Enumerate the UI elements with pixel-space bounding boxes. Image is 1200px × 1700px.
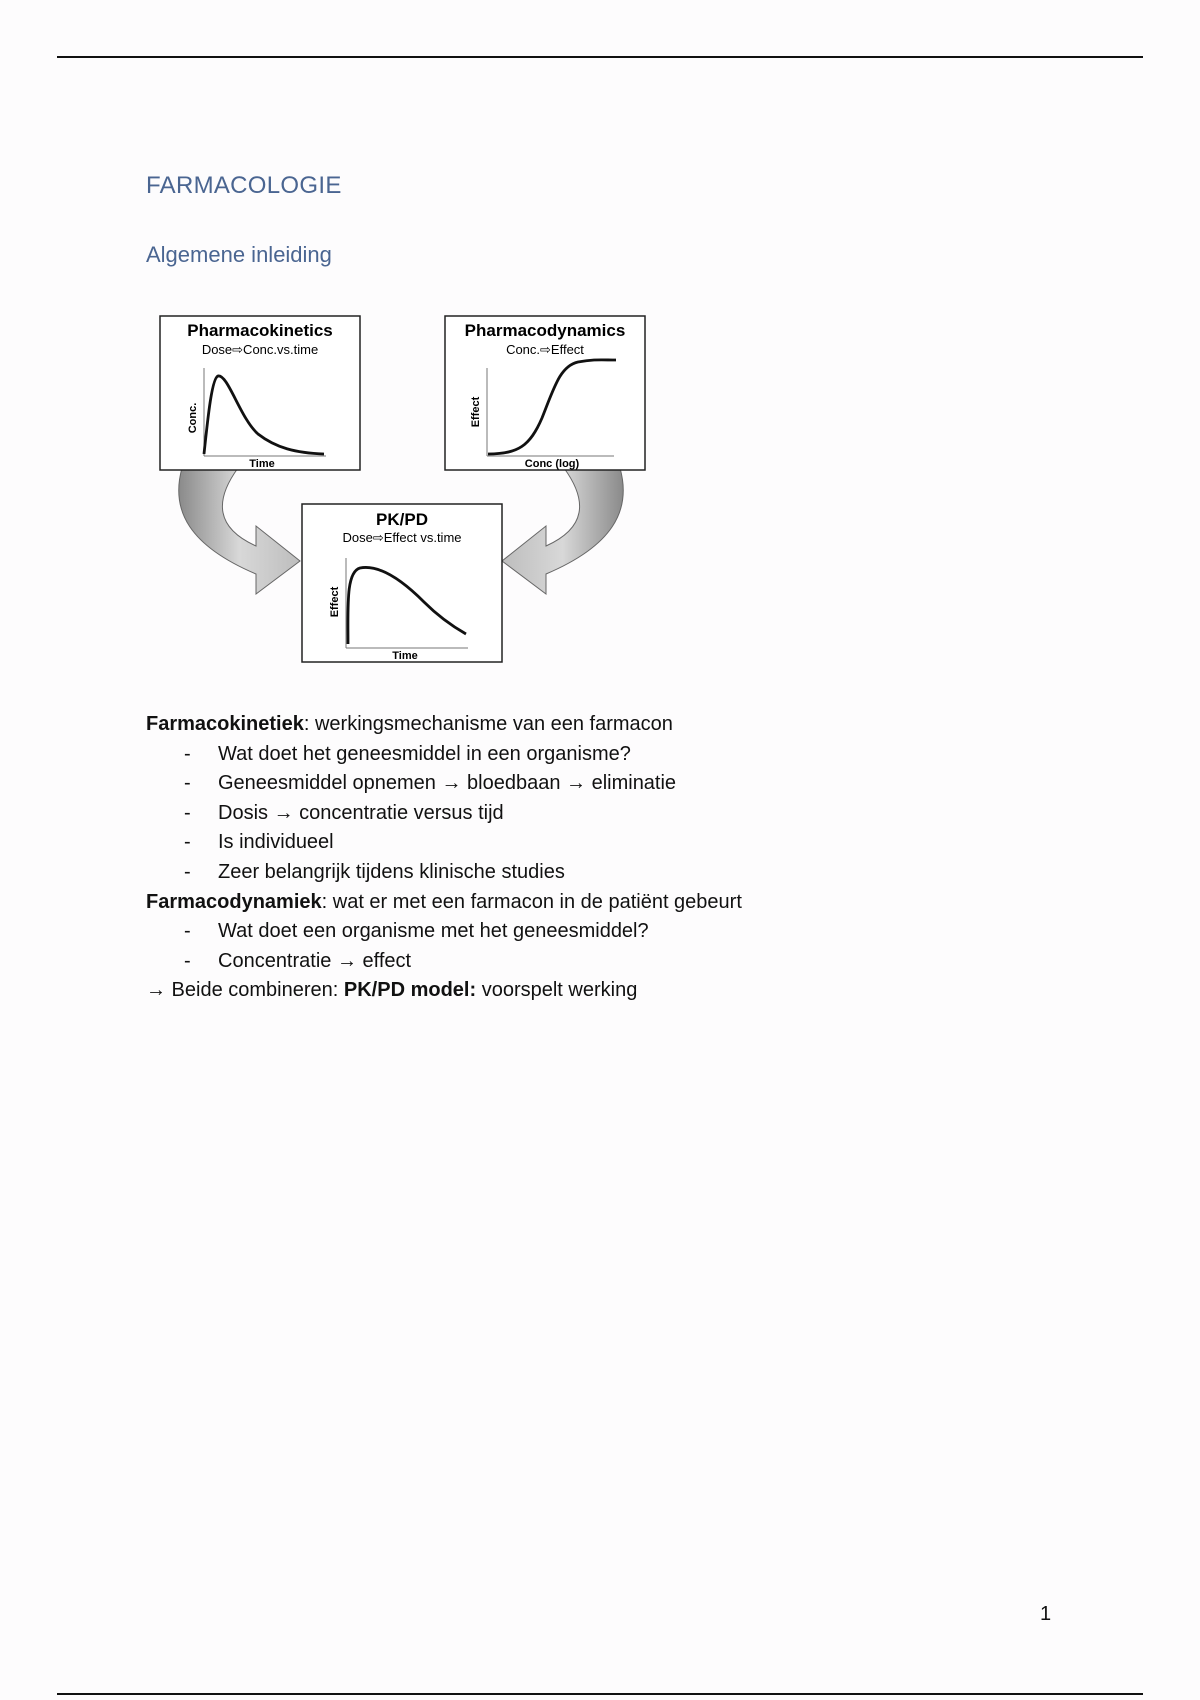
bullet-dash: -	[184, 742, 191, 765]
pkpd-panel-title: PK/PD	[376, 510, 428, 529]
pkpd-panel-subtitle: Dose⇨Effect vs.time	[342, 530, 462, 545]
pk-panel-ylabel: Conc.	[187, 402, 199, 434]
pk-panel-xlabel: Time	[249, 458, 275, 470]
bullet-dash: -	[184, 860, 191, 883]
list-item: - Wat doet het geneesmiddel in een organisme?	[146, 740, 1046, 770]
pd-panel-xlabel: Conc (log)	[524, 458, 580, 470]
bullet-dash: -	[184, 831, 191, 854]
pk-panel-title: Pharmacokinetics	[187, 321, 333, 340]
header-rule	[57, 56, 1143, 58]
farmacodynamiek-list	[146, 917, 1046, 976]
list-item: - Geneesmiddel opnemen → bloedbaan → eliminatie	[146, 769, 1046, 799]
farmacokinetiek-definition: Farmacokinetiek: werkingsmechanisme van een farmacon	[146, 713, 673, 735]
farmacodynamiek-definition: Farmacodynamiek: wat er met een farmacon in de patiënt gebeurt	[146, 890, 742, 913]
pd-panel-subtitle: Conc.⇨Effect	[506, 342, 584, 357]
pk-panel-subtitle: Dose⇨Conc.vs.time	[201, 342, 319, 357]
pd-panel-title: Pharmacodynamics	[464, 321, 626, 340]
pd-panel	[445, 316, 645, 470]
bullet-dash: -	[184, 772, 191, 795]
bullet-dash: -	[184, 949, 191, 972]
farmacodynamiek-term: Farmacodynamiek	[146, 890, 322, 913]
section-heading: Algemene inleiding	[146, 242, 332, 267]
document-title: FARMACOLOGIE	[146, 172, 342, 199]
footer-rule	[57, 1693, 1143, 1695]
bullet-dash: -	[184, 801, 191, 824]
bullet-dash: -	[184, 920, 191, 943]
list-item: - Dosis → concentratie versus tijd	[146, 799, 1046, 829]
pkpd-diagram	[146, 306, 656, 676]
page-number: 1	[1040, 1603, 1052, 1625]
list-item: - Concentratie → effect	[146, 947, 1046, 977]
pkpd-panel-xlabel: Time	[392, 650, 418, 662]
right-curved-arrow	[502, 468, 623, 594]
pk-panel	[160, 316, 360, 470]
list-item: - Wat doet een organisme met het geneesmiddel?	[146, 917, 1046, 947]
conclusion-line: → Beide combineren: PK/PD model: voorspelt werking	[146, 979, 638, 1002]
pkpd-model-term: PK/PD model:	[343, 979, 477, 1002]
pkpd-panel-ylabel: Effect	[329, 586, 341, 618]
list-item: - Is individueel	[146, 828, 1046, 858]
pd-panel-ylabel: Effect	[470, 396, 482, 428]
pkpd-panel	[302, 504, 502, 662]
list-item: - Zeer belangrijk tijdens klinische studies	[146, 858, 1046, 888]
farmacokinetiek-term: Farmacokinetiek	[146, 713, 304, 735]
body-text	[146, 710, 1046, 1006]
farmacokinetiek-list	[146, 740, 1046, 888]
left-curved-arrow	[179, 468, 300, 594]
